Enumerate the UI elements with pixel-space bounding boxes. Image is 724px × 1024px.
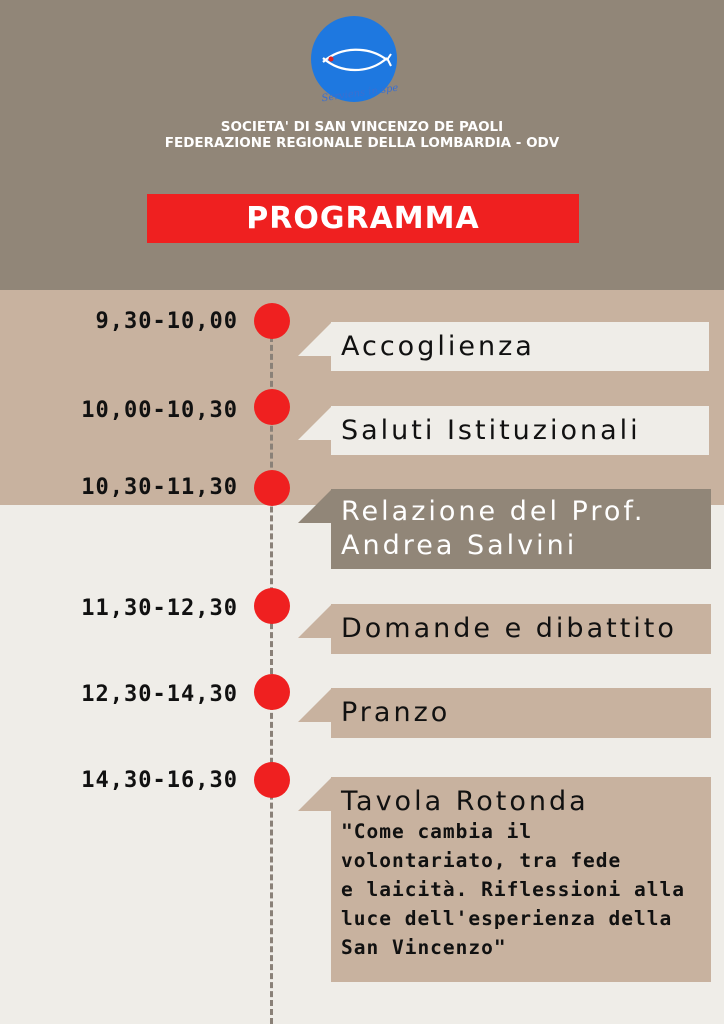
org-line-2: FEDERAZIONE REGIONALE DELLA LOMBARDIA - ODV xyxy=(164,135,560,151)
card-pointer xyxy=(298,322,332,356)
schedule-card-5 xyxy=(298,688,711,738)
timeline-dot-4 xyxy=(254,588,290,624)
timeline-dot-1 xyxy=(254,303,290,339)
logo-motto: Serviens in spe xyxy=(320,82,400,105)
time-label-2: 10,00-10,30 xyxy=(81,398,238,423)
time-label-1: 9,30-10,00 xyxy=(95,309,238,334)
card-pointer xyxy=(298,406,332,440)
event-title: Domande e dibattito xyxy=(341,613,677,644)
card-box xyxy=(331,406,709,455)
time-label-3: 10,30-11,30 xyxy=(81,475,238,500)
schedule-card-6 xyxy=(298,777,711,982)
time-label-4: 11,30-12,30 xyxy=(81,596,238,621)
schedule-card-4 xyxy=(298,604,711,654)
time-label-6: 14,30-16,30 xyxy=(81,768,238,793)
card-pointer xyxy=(298,777,332,811)
event-title-line-2: Andrea Salvini xyxy=(341,530,578,561)
schedule-card-1 xyxy=(298,322,709,371)
timeline-dot-2 xyxy=(254,389,290,425)
card-pointer xyxy=(298,604,332,638)
event-title: Accoglienza xyxy=(341,331,535,362)
org-line-1: SOCIETA' DI SAN VINCENZO DE PAOLI xyxy=(220,119,504,135)
description-line-4: luce dell'esperienza della xyxy=(341,907,673,930)
description-line-2: volontariato, tra fede xyxy=(341,849,622,872)
program-title-banner: PROGRAMMA xyxy=(147,194,579,243)
timeline-dot-6 xyxy=(254,762,290,798)
card-pointer xyxy=(298,688,332,722)
schedule-card-2 xyxy=(298,406,709,455)
event-title: Tavola Rotonda xyxy=(341,786,589,817)
event-title-line-1: Relazione del Prof. xyxy=(341,496,646,527)
card-box xyxy=(331,688,711,738)
timeline-dot-3 xyxy=(254,470,290,506)
event-title: Saluti Istituzionali xyxy=(341,415,641,446)
card-box xyxy=(331,322,709,371)
schedule-card-3 xyxy=(298,489,711,569)
card-box xyxy=(331,777,711,982)
organization-name xyxy=(0,119,724,151)
card-box xyxy=(331,489,711,569)
timeline-dot-5 xyxy=(254,674,290,710)
card-box xyxy=(331,604,711,654)
time-label-5: 12,30-14,30 xyxy=(81,682,238,707)
card-pointer xyxy=(298,489,332,523)
description-line-1: "Come cambia il xyxy=(341,820,533,843)
description-line-3: e laicità. Riflessioni alla xyxy=(341,878,685,901)
event-description xyxy=(341,817,701,962)
event-title: Pranzo xyxy=(341,697,451,728)
description-line-5: San Vincenzo" xyxy=(341,936,507,959)
